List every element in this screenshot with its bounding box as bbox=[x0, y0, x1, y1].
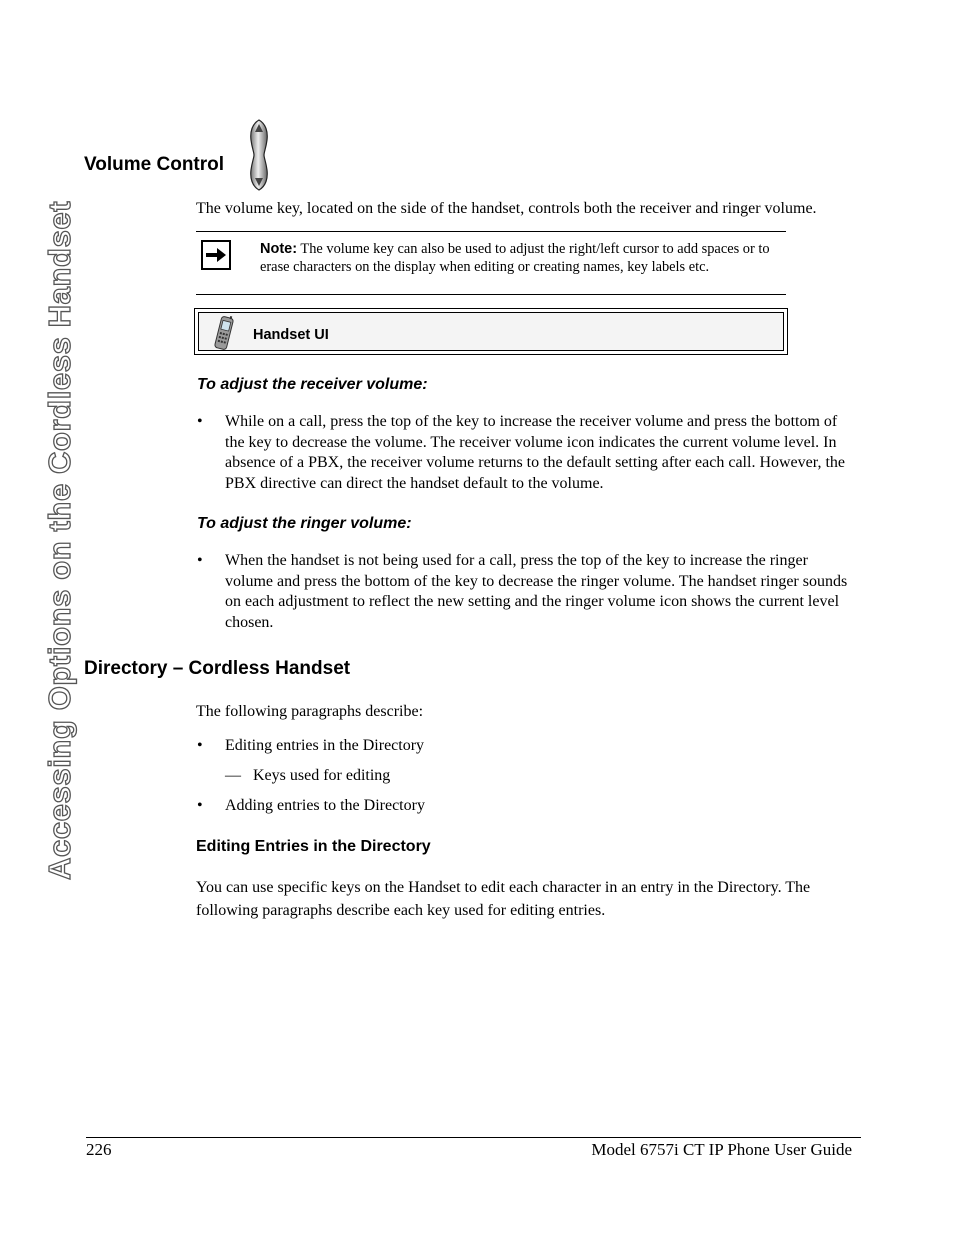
volume-intro: The volume key, located on the side of the handset, controls both the receiver and ringer volume. bbox=[196, 200, 817, 217]
directory-heading: Directory – Cordless Handset bbox=[84, 658, 351, 679]
footer-rule bbox=[86, 1137, 861, 1138]
ringer-volume-text: When the handset is not being used for a call, press the top of the key to increase the ringer volume and press the bottom of the key to decrease the ringer volume. The handset ringer sounds on each adjustment to reflect the new setting and the ringer volume icon shows the current level chosen. bbox=[225, 552, 848, 631]
bullet-mark: • bbox=[197, 737, 203, 754]
bullet-mark: • bbox=[197, 552, 203, 569]
note-body: The volume key can also be used to adjust the right/left cursor to add spaces or to erase characters on the display when editing or creating names, key labels etc. bbox=[260, 241, 770, 275]
directory-intro: The following paragraphs describe: bbox=[196, 703, 424, 720]
list-item-text: Editing entries in the Directory bbox=[225, 737, 425, 754]
note-icon-box bbox=[201, 240, 231, 270]
ringer-volume-item bbox=[197, 551, 857, 635]
page-number: 226 bbox=[86, 1140, 112, 1159]
volume-control-heading: Volume Control bbox=[84, 154, 225, 175]
list-item bbox=[197, 796, 597, 818]
arrow-right-icon bbox=[203, 242, 229, 268]
dash-mark: — bbox=[225, 767, 241, 784]
handset-ui-banner bbox=[194, 308, 788, 355]
note-text-block bbox=[260, 240, 790, 276]
note-top-rule bbox=[196, 231, 786, 232]
guide-title: Model 6757i CT IP Phone User Guide bbox=[591, 1140, 852, 1159]
ringer-volume-heading: To adjust the ringer volume: bbox=[197, 515, 412, 532]
handset-ui-label: Handset UI bbox=[253, 327, 329, 343]
receiver-volume-heading: To adjust the receiver volume: bbox=[197, 376, 428, 393]
bullet-mark: • bbox=[197, 413, 203, 430]
list-item-text: Adding entries to the Directory bbox=[225, 797, 425, 814]
note-label: Note: bbox=[260, 241, 298, 257]
handset-phone-icon bbox=[211, 315, 237, 351]
sub-list-item bbox=[225, 766, 625, 788]
editing-entries-heading: Editing Entries in the Directory bbox=[196, 838, 431, 855]
receiver-volume-text: While on a call, press the top of the key to increase the receiver volume and press the bottom of the key to decrease the volume. The receiver volume icon indicates the current volume level. In absence of a PBX, the receiver volume returns to the default setting after each call. However, the PBX directive can direct the handset default to the volume. bbox=[225, 413, 845, 492]
list-item bbox=[197, 736, 597, 758]
chapter-side-title: Accessing Options on the Cordless Handset bbox=[42, 200, 77, 880]
editing-entries-text: You can use specific keys on the Handset to edit each character in an entry in the Directory. The following paragraphs describe each key used for editing entries. bbox=[196, 879, 811, 919]
volume-key-icon bbox=[246, 118, 272, 192]
bullet-mark: • bbox=[197, 797, 203, 814]
note-bottom-rule bbox=[196, 294, 786, 295]
sub-list-item-text: Keys used for editing bbox=[253, 767, 391, 784]
receiver-volume-item bbox=[197, 412, 857, 496]
